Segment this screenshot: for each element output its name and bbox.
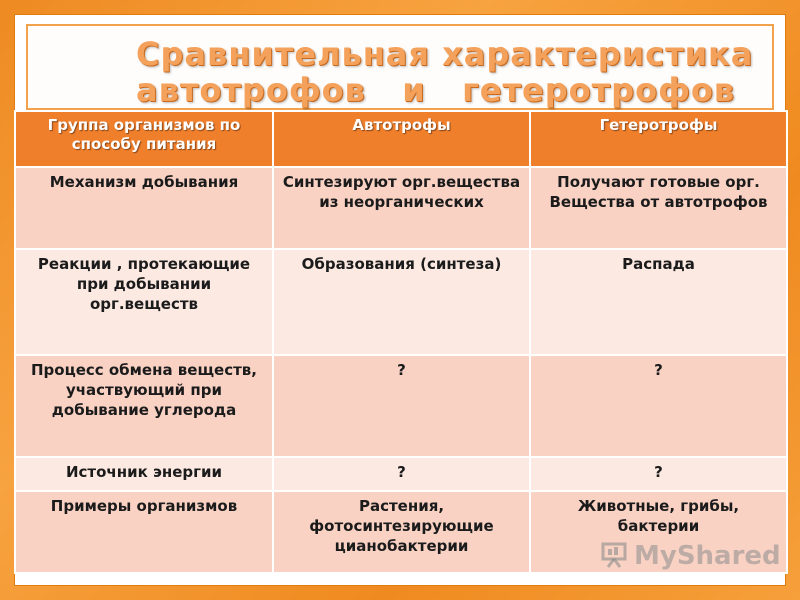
table-header-row	[15, 111, 787, 167]
heterotroph-cell: ?	[530, 355, 787, 457]
watermark	[600, 538, 781, 574]
table-row	[15, 355, 787, 457]
title-box	[26, 24, 774, 110]
autotroph-cell: Образования (синтеза)	[273, 249, 530, 355]
slide-title-line-2: автотрофов и гетеротрофов	[136, 71, 736, 109]
autotroph-cell: ?	[273, 355, 530, 457]
comparison-table	[14, 110, 788, 574]
table-row	[15, 167, 787, 249]
heterotroph-cell: ?	[530, 457, 787, 491]
heterotroph-cell: Животные, грибы, бактерии	[530, 491, 787, 573]
autotroph-cell: Синтезируют орг.вещества из неорганических	[273, 167, 530, 249]
row-label: Механизм добывания	[15, 167, 273, 249]
row-label: Источник энергии	[15, 457, 273, 491]
heterotroph-cell: Получают готовые орг. Вещества от автотрофов	[530, 167, 787, 249]
slide	[14, 14, 786, 586]
row-label: Примеры организмов	[15, 491, 273, 573]
watermark-text: MyShared	[634, 541, 781, 571]
autotroph-cell: ?	[273, 457, 530, 491]
header-heterotrophs: Гетеротрофы	[530, 111, 787, 167]
header-autotrophs: Автотрофы	[273, 111, 530, 167]
table-row	[15, 249, 787, 355]
autotroph-cell: Растения, фотосинтезирующие цианобактерии	[273, 491, 530, 573]
row-label: Реакции , протекающие при добывании орг.веществ	[15, 249, 273, 355]
table-row	[15, 457, 787, 491]
header-group: Группа организмов по способу питания	[15, 111, 273, 167]
presentation-board-icon	[600, 540, 628, 568]
row-label: Процесс обмена веществ, участвующий при добывание углерода	[15, 355, 273, 457]
slide-title-line-1: Сравнительная характеристика	[136, 35, 754, 73]
heterotroph-cell: Распада	[530, 249, 787, 355]
